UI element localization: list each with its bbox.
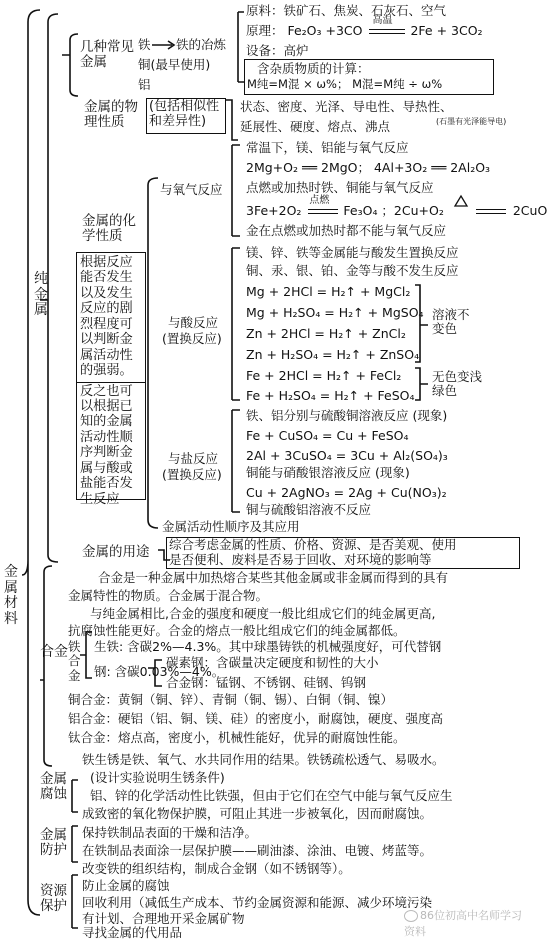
salt-l3: 2Al + 3CuSO₄ = 3Cu + Al₂(SO₄)₃: [246, 448, 448, 463]
aluminum-alloy: 铝合金：硬铝（铝、铜、镁、硅）的密度小，耐腐蚀，硬度、强度高: [68, 711, 444, 726]
corrosion-l1: 铁生锈是铁、氧气、水共同作用的结果。铁锈疏松透气、易吸水。: [82, 752, 445, 767]
acid-label2: (置换反应): [162, 331, 222, 346]
acid-eq-1: Mg + 2HCl = H₂↑ + MgCl₂: [246, 284, 411, 299]
chemical-note2: 反之也可以根据已知的金属活动性顺序判断金属与酸或盐能否发生反应: [80, 383, 133, 507]
physical-line2: 延展性、硬度、熔点、沸点: [240, 119, 391, 134]
corrosion-label: 金属腐蚀: [40, 771, 67, 803]
resources-l3: 有计划、合理地开采金属矿物: [82, 911, 245, 926]
oxygen-l3: 点燃或加热时铁、铜能与氧气反应: [246, 180, 434, 195]
alloy-p1b: 金属特性的物质。合金属于混合物。: [68, 588, 269, 603]
impurity-box: [244, 59, 494, 95]
activity-series: 金属活动性顺序及其应用: [162, 519, 300, 534]
acid-note-green: 无色变浅绿色: [432, 369, 483, 399]
corrosion-l3: 铝、锌的化学活动性比铁强，但由于它们在空气中能与氧气反应生: [90, 788, 453, 803]
alloy-label: 合金: [40, 644, 68, 660]
acid-eq-6: Fe + H₂SO₄ = H₂↑ + FeSO₄: [246, 388, 415, 403]
uses-l1: 综合考虑金属的性质、价格、资源、是否美观、使用: [169, 537, 457, 552]
acid-label: 与酸反应: [168, 315, 219, 330]
steel: 钢: 含碳0.03%—4%。: [94, 664, 225, 679]
salt-label2: (置换反应): [162, 467, 222, 482]
acid-eq-3: Zn + 2HCl = H₂↑ + ZnCl₂: [246, 326, 406, 341]
watermark-text: 86位初高中名师学习资料: [404, 909, 522, 938]
chemical-label: 金属的化学性质: [82, 213, 136, 245]
salt-l5: Cu + 2AgNO₃ = 2Ag + Cu(NO₃)₂: [246, 485, 447, 500]
uses-box: [166, 537, 520, 569]
salt-l4: 铜能与硝酸银溶液反应 (现象): [246, 465, 410, 480]
alloy-steel: 合金钢：锰钢、不锈钢、硅钢、钨钢: [166, 675, 367, 690]
salt-l1: 铁、铝分别与硫酸铜溶液反应 (现象): [246, 408, 448, 423]
acid-eq-4: Zn + H₂SO₄ = H₂↑ + ZnSO₄: [246, 347, 420, 362]
oxygen-label: 与氧气反应: [160, 182, 223, 197]
physical-note: (包括相似性和差异性): [149, 99, 220, 129]
copper-label: 铜(最早使用): [138, 57, 211, 72]
smelting-label: 铁的冶炼: [176, 37, 227, 52]
salt-l6: 铜与硫酸铝溶液不反应: [246, 502, 372, 517]
pig-iron: 生铁: 含碳2%—4.3%。其中球墨铸铁的机械强度好，可代替钢: [94, 639, 442, 654]
resources-label: 资源保护: [40, 883, 67, 915]
physical-aside: (石墨有光泽能导电): [436, 117, 507, 126]
alloy-p1a: 合金是一种金属中加热熔合某些其他金属或非金属而得到的具有: [98, 570, 449, 585]
protection-label: 金属防护: [40, 827, 67, 859]
acid-l1: 镁、锌、铁等金属能与酸发生置换反应: [246, 245, 459, 260]
iron-label: 铁: [138, 37, 151, 52]
impurity-title: 含杂质物质的计算：: [257, 61, 370, 76]
resources-l1: 防止金属的腐蚀: [82, 878, 170, 893]
common-metals-label: 几种常见金属: [80, 39, 134, 71]
protection-l1: 保持铁制品表面的干燥和洁净。: [82, 825, 258, 840]
physical-note-box: [146, 98, 226, 134]
acid-eq-5: Fe + 2HCl = H₂↑ + FeCl₂: [246, 368, 402, 383]
physical-label: 金属的物理性质: [84, 99, 138, 131]
wechat-icon: [404, 910, 418, 922]
acid-note-colorless: 溶液不变色: [432, 307, 470, 337]
oxygen-l1: 常温下，镁、铝能与氧气反应: [246, 140, 409, 155]
smelting-raw: 原料：铁矿石、焦炭、石灰石、空气: [246, 3, 447, 18]
pure-metals-label: 纯金属: [34, 271, 48, 319]
salt-l2: Fe + CuSO₄ = Cu + FeSO₄: [246, 428, 409, 443]
corrosion-l2: (设计实验说明生锈条件): [90, 770, 225, 785]
protection-l2: 在铁制品表面涂一层保护膜——刷油漆、涂油、电镀、烤蓝等。: [82, 843, 433, 858]
uses-l2: 是否便利、废料是否易于回收、对环境的影响等: [169, 552, 432, 567]
resources-l2: 回收利用（减低生产成本、节约金属资源和能源、减少环境污染: [82, 895, 433, 910]
impurity-formula: M纯=M混 × ω%； M混=M纯 ÷ ω%: [247, 77, 443, 91]
chemical-note1: 根据反应能否发生以及发生反应的剧烈程度可以判断金属活动性的强弱。: [80, 255, 133, 379]
copper-alloy: 铜合金：黄铜（铜、锌）、青铜（铜、锡）、白铜（铜、镍）: [68, 692, 394, 707]
resources-l4: 寻找金属的代用品: [82, 925, 183, 940]
carbon-steel: 碳素钢：含碳量决定硬度和韧性的大小: [166, 655, 379, 670]
salt-label: 与盐反应: [168, 451, 219, 466]
oxygen-l4: 3Fe+2O₂ 点燃 Fe₃O₄ ；2Cu+O₂ 2CuO: [246, 195, 547, 218]
smelting-equipment: 设备：高炉: [246, 43, 309, 58]
oxygen-l2: 2Mg+O₂ ══ 2MgO； 4Al+3O₂ ══ 2Al₂O₃: [246, 160, 491, 175]
alloy-p2a: 与纯金属相比,合金的强度和硬度一般比组成它们的纯金属更高,: [90, 606, 436, 621]
acid-l2: 铜、汞、银、铂、金等与酸不发生反应: [246, 263, 459, 278]
protection-l3: 改变铁的组织结构，制成合金钢（如不锈钢等）。: [82, 861, 351, 876]
oxygen-l5: 金在点燃或加热时都不能与氧气反应: [246, 223, 447, 238]
titanium-alloy: 钛合金：熔点高，密度小，机械性能好，优异的耐腐蚀性能。: [68, 730, 406, 745]
smelting-principle: 原理： Fe₂O₃ +3CO 高温 2Fe + 3CO₂: [246, 15, 483, 38]
root-label: 金属材料: [4, 564, 18, 628]
uses-label: 金属的用途: [82, 544, 150, 560]
iron-alloy-label: 铁合金: [68, 639, 81, 683]
chemical-note-box: [76, 252, 146, 507]
acid-eq-2: Mg + H₂SO₄ = H₂↑ + MgSO₄: [246, 305, 424, 320]
aluminum-label: 铝: [138, 77, 151, 92]
alloy-p2b: 抗腐蚀性能更好。合金的熔点一般比组成它们的纯金属都低。: [68, 623, 406, 638]
physical-line1: 状态、密度、光泽、导电性、导热性、: [240, 99, 453, 114]
corrosion-l4: 成致密的氧化物保护膜，可阻止其进一步被氧化，因而耐腐蚀。: [82, 806, 433, 821]
